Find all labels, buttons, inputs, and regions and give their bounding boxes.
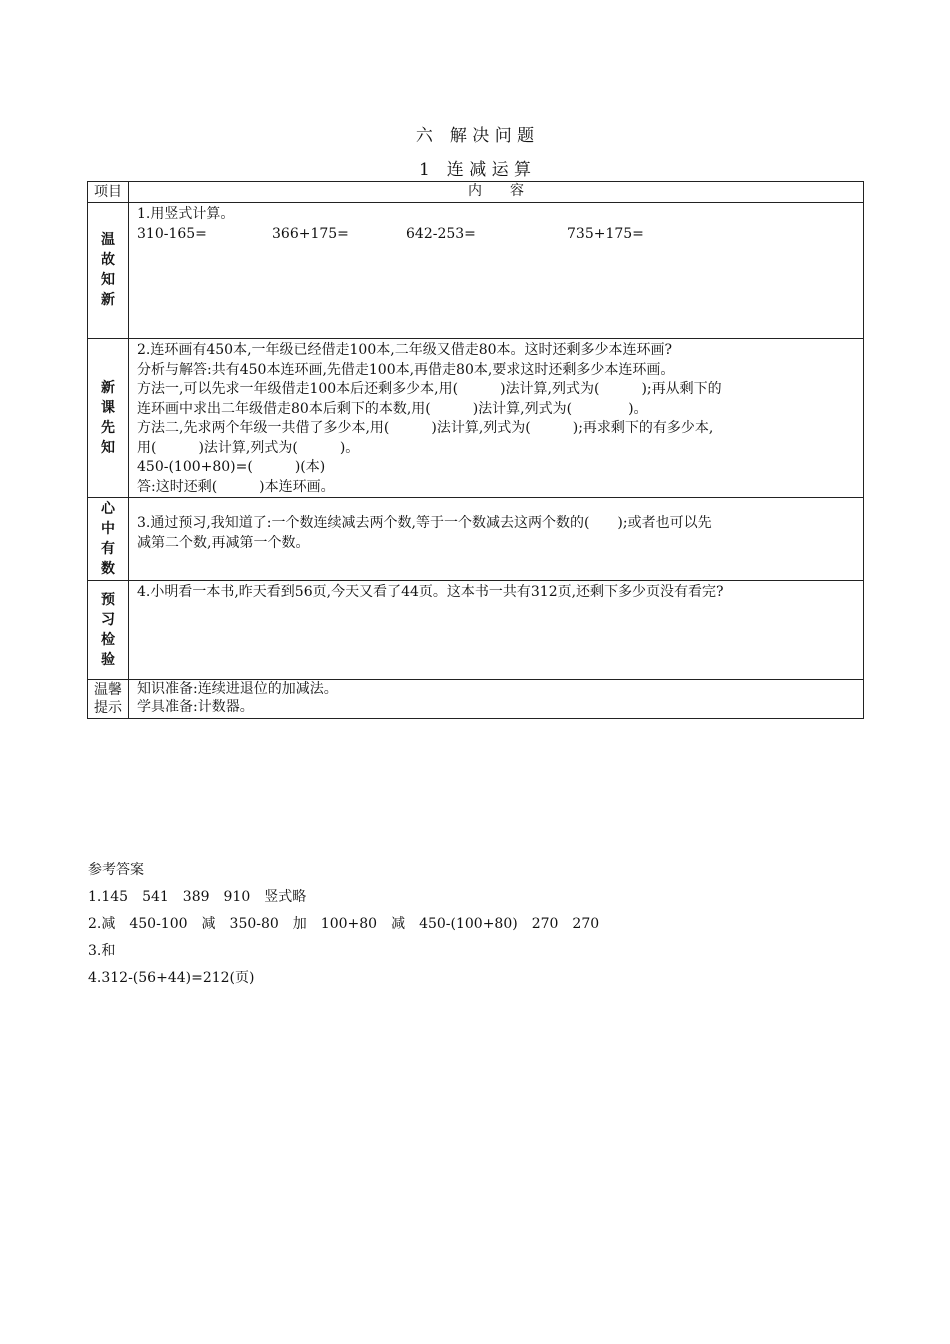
text-line: 分析与解答:共有450本连环画,先借走100本,再借走80本,要求这时还剩多少本连环画。: [137, 361, 675, 378]
table-header-row: [88, 182, 864, 203]
check-question: 4.小明看一本书,昨天看到56页,今天又看了44页。这本书一共有312页,还剩下多少页没有看完?: [137, 584, 724, 600]
mind-label: 心中有数: [88, 498, 129, 581]
newlesson-label: 新课先知: [88, 339, 129, 498]
text-line: 2.连环画有450本,一年级已经借走100本,二年级又借走80本。这时还剩多少本连环画?: [137, 342, 673, 358]
review-calcs: [137, 225, 857, 245]
check-content: [129, 581, 864, 680]
text-line: 方法二,先求两个年级一共借了多少本,用( )法计算,列式为( );再求剩下的有多少本,: [137, 420, 714, 436]
tips-label-line: 温馨: [94, 682, 122, 698]
review-label: 温故知新: [88, 203, 129, 339]
text-line: 连环画中求出二年级借走80本后剩下的本数,用( )法计算,列式为( )。: [137, 400, 648, 417]
mind-row: [88, 498, 864, 581]
text-line: 方法一,可以先求一年级借走100本后还剩多少本,用( )法计算,列式为( );再从剩下的: [137, 381, 722, 397]
text-line: 答:这时还剩( )本连环画。: [137, 478, 335, 495]
header-item: 项目: [88, 182, 129, 203]
answer-section: [88, 857, 599, 992]
lesson-title: 1 连 减 运 算: [418, 160, 532, 180]
calc-item: 310-165=: [137, 225, 207, 242]
tips-label-line: 提示: [94, 700, 122, 716]
worksheet-table: [87, 181, 864, 719]
answer-item: 2.减 450-100 减 350-80 加 100+80 减 450-(100+80) 270 270: [88, 916, 600, 932]
check-label: 预习检验: [88, 581, 129, 680]
text-line: 学具准备:计数器。: [137, 699, 254, 715]
text-line: 用( )法计算,列式为( )。: [137, 439, 360, 456]
tips-label: [88, 680, 129, 719]
text-line: 3.通过预习,我知道了:一个数连续减去两个数,等于一个数减去这两个数的( );或者也可以先: [137, 515, 712, 531]
calc-item: 642-253=: [406, 225, 476, 242]
check-row: [88, 581, 864, 680]
answer-item: 1.145 541 389 910 竖式略: [88, 889, 307, 905]
answer-item: 3.和: [88, 943, 116, 959]
tips-row: [88, 680, 864, 719]
answer-item: 4.312-(56+44)=212(页): [88, 970, 255, 986]
review-question: 1.用竖式计算。: [137, 206, 235, 222]
calc-item: 366+175=: [272, 225, 349, 242]
mind-content: [129, 498, 864, 581]
calc-item: 735+175=: [567, 225, 644, 242]
unit-title: 六 解 决 问 题: [415, 126, 535, 146]
text-line: 450-(100+80)=( )(本): [137, 459, 326, 475]
newlesson-row: [88, 339, 864, 498]
newlesson-content: [129, 339, 864, 498]
review-row: [88, 203, 864, 339]
text-line: 减第二个数,再减第一个数。: [137, 534, 310, 551]
tips-content: [129, 680, 864, 719]
text-line: 知识准备:连续进退位的加减法。: [137, 681, 338, 697]
header-content: 内 容: [129, 182, 864, 203]
answer-heading: 参考答案: [88, 862, 144, 878]
review-content: [129, 203, 864, 339]
